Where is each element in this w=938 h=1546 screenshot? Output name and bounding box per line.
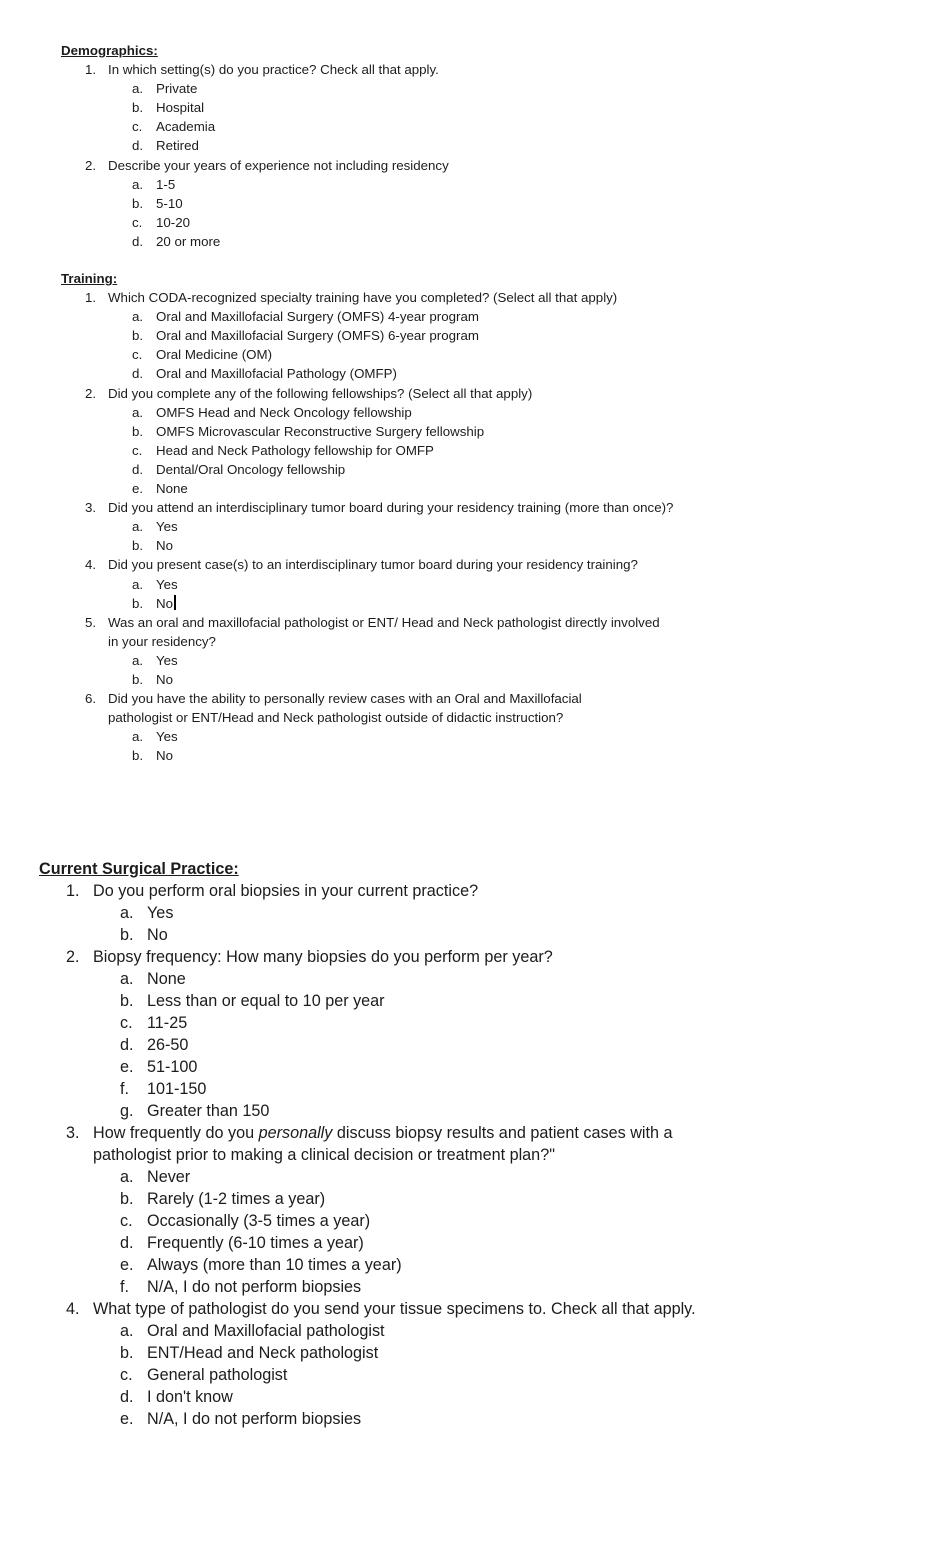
option-text: I don't know [147, 1388, 233, 1406]
option-letter: c. [132, 119, 143, 135]
question-number: 2. [85, 157, 97, 173]
option-text: No [156, 748, 173, 764]
option-text: OMFS Microvascular Reconstructive Surgery fellowship [156, 423, 485, 439]
option-letter: a. [132, 81, 144, 97]
option-letter: b. [120, 992, 134, 1010]
option-item[interactable] [39, 1188, 793, 1210]
option-text: Oral and Maxillofacial Surgery (OMFS) 6-year program [156, 328, 479, 344]
option-item[interactable] [39, 1320, 793, 1342]
option-text: Academia [156, 119, 216, 135]
option-text: Never [147, 1168, 191, 1186]
option-text: Yes [156, 519, 178, 535]
option-text: 11-25 [147, 1014, 188, 1032]
option-item[interactable] [61, 594, 708, 613]
option-text: N/A, I do not perform biopsies [147, 1278, 362, 1296]
option-text: OMFS Head and Neck Oncology fellowship [156, 404, 412, 420]
question-text-before: How frequently do you [93, 1124, 259, 1142]
option-letter: f. [120, 1080, 129, 1098]
question-number: 1. [85, 62, 97, 78]
option-text: Less than or equal to 10 per year [147, 992, 385, 1010]
option-item[interactable] [61, 727, 708, 746]
question-number: 2. [85, 385, 97, 401]
option-item[interactable] [39, 1210, 793, 1232]
question-text: Did you have the ability to personally review cases with an Oral and Maxillofacial pathologist or ENT/Head and Neck pathologist outside of didactic instruction? [108, 691, 582, 726]
option-letter: b. [132, 423, 144, 439]
question-text: Do you perform oral biopsies in your current practice? [93, 882, 479, 900]
option-letter: a. [132, 519, 144, 535]
option-letter: c. [120, 1366, 133, 1384]
option-letter: a. [120, 1168, 134, 1186]
option-text: 101-150 [147, 1080, 207, 1098]
option-item[interactable] [61, 575, 708, 594]
option-item[interactable] [61, 460, 708, 479]
option-item[interactable] [39, 1386, 793, 1408]
option-item[interactable] [39, 968, 793, 990]
question-number: 1. [66, 882, 80, 900]
option-item[interactable] [61, 117, 688, 136]
question-6 [61, 689, 648, 727]
option-letter: b. [120, 1190, 134, 1208]
option-letter: a. [132, 729, 144, 745]
option-item[interactable] [39, 1408, 793, 1430]
option-letter: a. [132, 404, 144, 420]
question-text: Describe your years of experience not including residency [108, 157, 449, 173]
option-item[interactable] [61, 175, 688, 194]
question-2 [61, 156, 688, 175]
option-letter: b. [132, 748, 144, 764]
question-text: What type of pathologist do you send your tissue specimens to. Check all that apply. [93, 1300, 696, 1318]
option-text: No [156, 595, 173, 611]
option-item[interactable] [39, 902, 793, 924]
option-item[interactable] [39, 1034, 793, 1056]
option-text: None [147, 970, 186, 988]
option-item[interactable] [61, 213, 688, 232]
option-letter: b. [120, 926, 134, 944]
option-text: Retired [156, 138, 199, 154]
option-text: Frequently (6-10 times a year) [147, 1234, 364, 1252]
option-item[interactable] [61, 194, 688, 213]
question-text: Which CODA-recognized specialty training have you completed? (Select all that apply) [108, 290, 618, 306]
question-text: Was an oral and maxillofacial pathologist or ENT/ Head and Neck pathologist directly involved in your residency? [108, 614, 660, 649]
option-item[interactable] [61, 79, 688, 98]
option-text: 5-10 [156, 195, 183, 211]
option-letter: a. [132, 576, 144, 592]
option-item[interactable] [61, 136, 688, 155]
option-letter: g. [120, 1102, 134, 1120]
section-heading: Current Surgical Practice: [39, 860, 239, 878]
question-number: 2. [66, 948, 80, 966]
question-5 [61, 613, 668, 651]
option-text: 26-50 [147, 1036, 189, 1054]
option-text: Private [156, 81, 198, 97]
question-text-after: discuss biopsy results and patient cases with a pathologist prior to making a clinical decision or treatment plan?" [93, 1124, 673, 1164]
section-training [61, 269, 708, 765]
option-letter: d. [120, 1036, 134, 1054]
option-letter: d. [132, 138, 144, 154]
option-letter: b. [132, 671, 144, 687]
option-text: Greater than 150 [147, 1102, 270, 1120]
question-text-emphasis: personally [258, 1124, 333, 1142]
question-text: In which setting(s) do you practice? Check all that apply. [108, 62, 439, 78]
option-item[interactable] [39, 1342, 793, 1364]
option-text: Yes [156, 576, 178, 592]
option-letter: b. [132, 538, 144, 554]
option-text: ENT/Head and Neck pathologist [147, 1344, 379, 1362]
option-item[interactable] [61, 345, 708, 364]
option-text: No [156, 671, 173, 687]
question-number: 6. [85, 691, 97, 707]
option-letter: a. [120, 970, 134, 988]
option-letter: b. [132, 195, 144, 211]
option-item[interactable] [61, 651, 708, 670]
option-item[interactable] [39, 1232, 793, 1254]
option-letter: f. [120, 1278, 129, 1296]
question-text: Biopsy frequency: How many biopsies do you perform per year? [93, 948, 553, 966]
option-letter: e. [132, 481, 144, 497]
question-1 [61, 60, 688, 79]
option-item[interactable] [61, 326, 708, 345]
option-letter: c. [120, 1014, 133, 1032]
option-letter: c. [132, 442, 143, 458]
option-item[interactable] [61, 98, 688, 117]
section-current-surgical-practice [39, 858, 793, 1430]
option-item[interactable] [61, 479, 708, 498]
option-text: Oral and Maxillofacial Surgery (OMFS) 4-year program [156, 309, 479, 325]
section-demographics [61, 41, 688, 251]
option-letter: a. [132, 652, 144, 668]
option-item[interactable] [39, 924, 793, 946]
option-letter: b. [132, 328, 144, 344]
question-text: Did you present case(s) to an interdisciplinary tumor board during your residency training? [108, 557, 638, 573]
option-text: Oral and Maxillofacial Pathology (OMFP) [156, 366, 397, 382]
question-number: 4. [85, 557, 97, 573]
question-4 [61, 555, 638, 574]
option-text: Yes [147, 904, 174, 922]
question-text: Did you complete any of the following fellowships? (Select all that apply) [108, 385, 533, 401]
section-heading: Demographics: [61, 43, 158, 58]
option-item[interactable] [61, 746, 708, 765]
option-text: Yes [156, 652, 178, 668]
question-number: 3. [66, 1124, 80, 1142]
option-letter: d. [132, 366, 144, 382]
option-item[interactable] [39, 1166, 793, 1188]
option-letter: a. [120, 904, 134, 922]
option-text: Yes [156, 729, 178, 745]
option-letter: a. [132, 176, 144, 192]
option-text: Rarely (1-2 times a year) [147, 1190, 326, 1208]
option-text: No [147, 926, 168, 944]
option-item[interactable] [61, 517, 708, 536]
option-text: 10-20 [156, 214, 191, 230]
option-letter: b. [132, 595, 144, 611]
question-3 [61, 498, 688, 517]
option-text: Oral and Maxillofacial pathologist [147, 1322, 385, 1340]
option-text: Occasionally (3-5 times a year) [147, 1212, 371, 1230]
option-letter: c. [132, 214, 143, 230]
option-item[interactable] [39, 1276, 793, 1298]
option-item[interactable] [39, 1364, 793, 1386]
option-item[interactable] [61, 232, 688, 251]
section-heading: Training: [61, 271, 118, 286]
option-text: Hospital [156, 100, 205, 116]
option-text: No [156, 538, 173, 554]
option-item[interactable] [61, 307, 708, 326]
option-text: Head and Neck Pathology fellowship for OMFP [156, 442, 434, 458]
question-text: Did you attend an interdisciplinary tumor board during your residency training (more than once)? [108, 500, 674, 516]
option-item[interactable] [39, 1012, 793, 1034]
option-letter: b. [132, 100, 144, 116]
option-letter: d. [132, 461, 144, 477]
question-number: 5. [85, 614, 97, 630]
option-item[interactable] [61, 536, 708, 555]
option-item[interactable] [39, 1254, 793, 1276]
option-item[interactable] [61, 441, 708, 460]
question-3 [39, 1122, 703, 1166]
option-text: 51-100 [147, 1058, 198, 1076]
option-item[interactable] [39, 990, 793, 1012]
question-number: 1. [85, 290, 97, 306]
option-letter: e. [120, 1256, 134, 1274]
option-text: N/A, I do not perform biopsies [147, 1410, 362, 1428]
option-letter: d. [132, 233, 144, 249]
option-letter: e. [120, 1410, 134, 1428]
text-cursor [174, 595, 176, 610]
option-item[interactable] [61, 422, 708, 441]
option-letter: e. [120, 1058, 134, 1076]
option-text: Always (more than 10 times a year) [147, 1256, 402, 1274]
option-letter: c. [132, 347, 143, 363]
option-text: None [156, 481, 188, 497]
option-item[interactable] [61, 670, 708, 689]
option-text: Oral Medicine (OM) [156, 347, 272, 363]
option-item[interactable] [61, 364, 708, 383]
option-letter: a. [120, 1322, 134, 1340]
question-2 [39, 946, 733, 968]
option-item[interactable] [39, 1100, 793, 1122]
option-letter: d. [120, 1388, 134, 1406]
option-item[interactable] [61, 403, 708, 422]
option-item[interactable] [39, 1078, 793, 1100]
option-text: Dental/Oral Oncology fellowship [156, 461, 346, 477]
option-letter: b. [120, 1344, 134, 1362]
question-number: 3. [85, 500, 97, 516]
option-letter: d. [120, 1234, 134, 1252]
option-letter: c. [120, 1212, 133, 1230]
option-item[interactable] [39, 1056, 793, 1078]
option-letter: a. [132, 309, 144, 325]
option-text: 1-5 [156, 176, 176, 192]
question-4 [39, 1298, 793, 1320]
question-1 [61, 288, 708, 307]
option-text: General pathologist [147, 1366, 288, 1384]
option-text: 20 or more [156, 233, 221, 249]
question-number: 4. [66, 1300, 80, 1318]
question-2 [61, 384, 708, 403]
question-1 [39, 880, 733, 902]
